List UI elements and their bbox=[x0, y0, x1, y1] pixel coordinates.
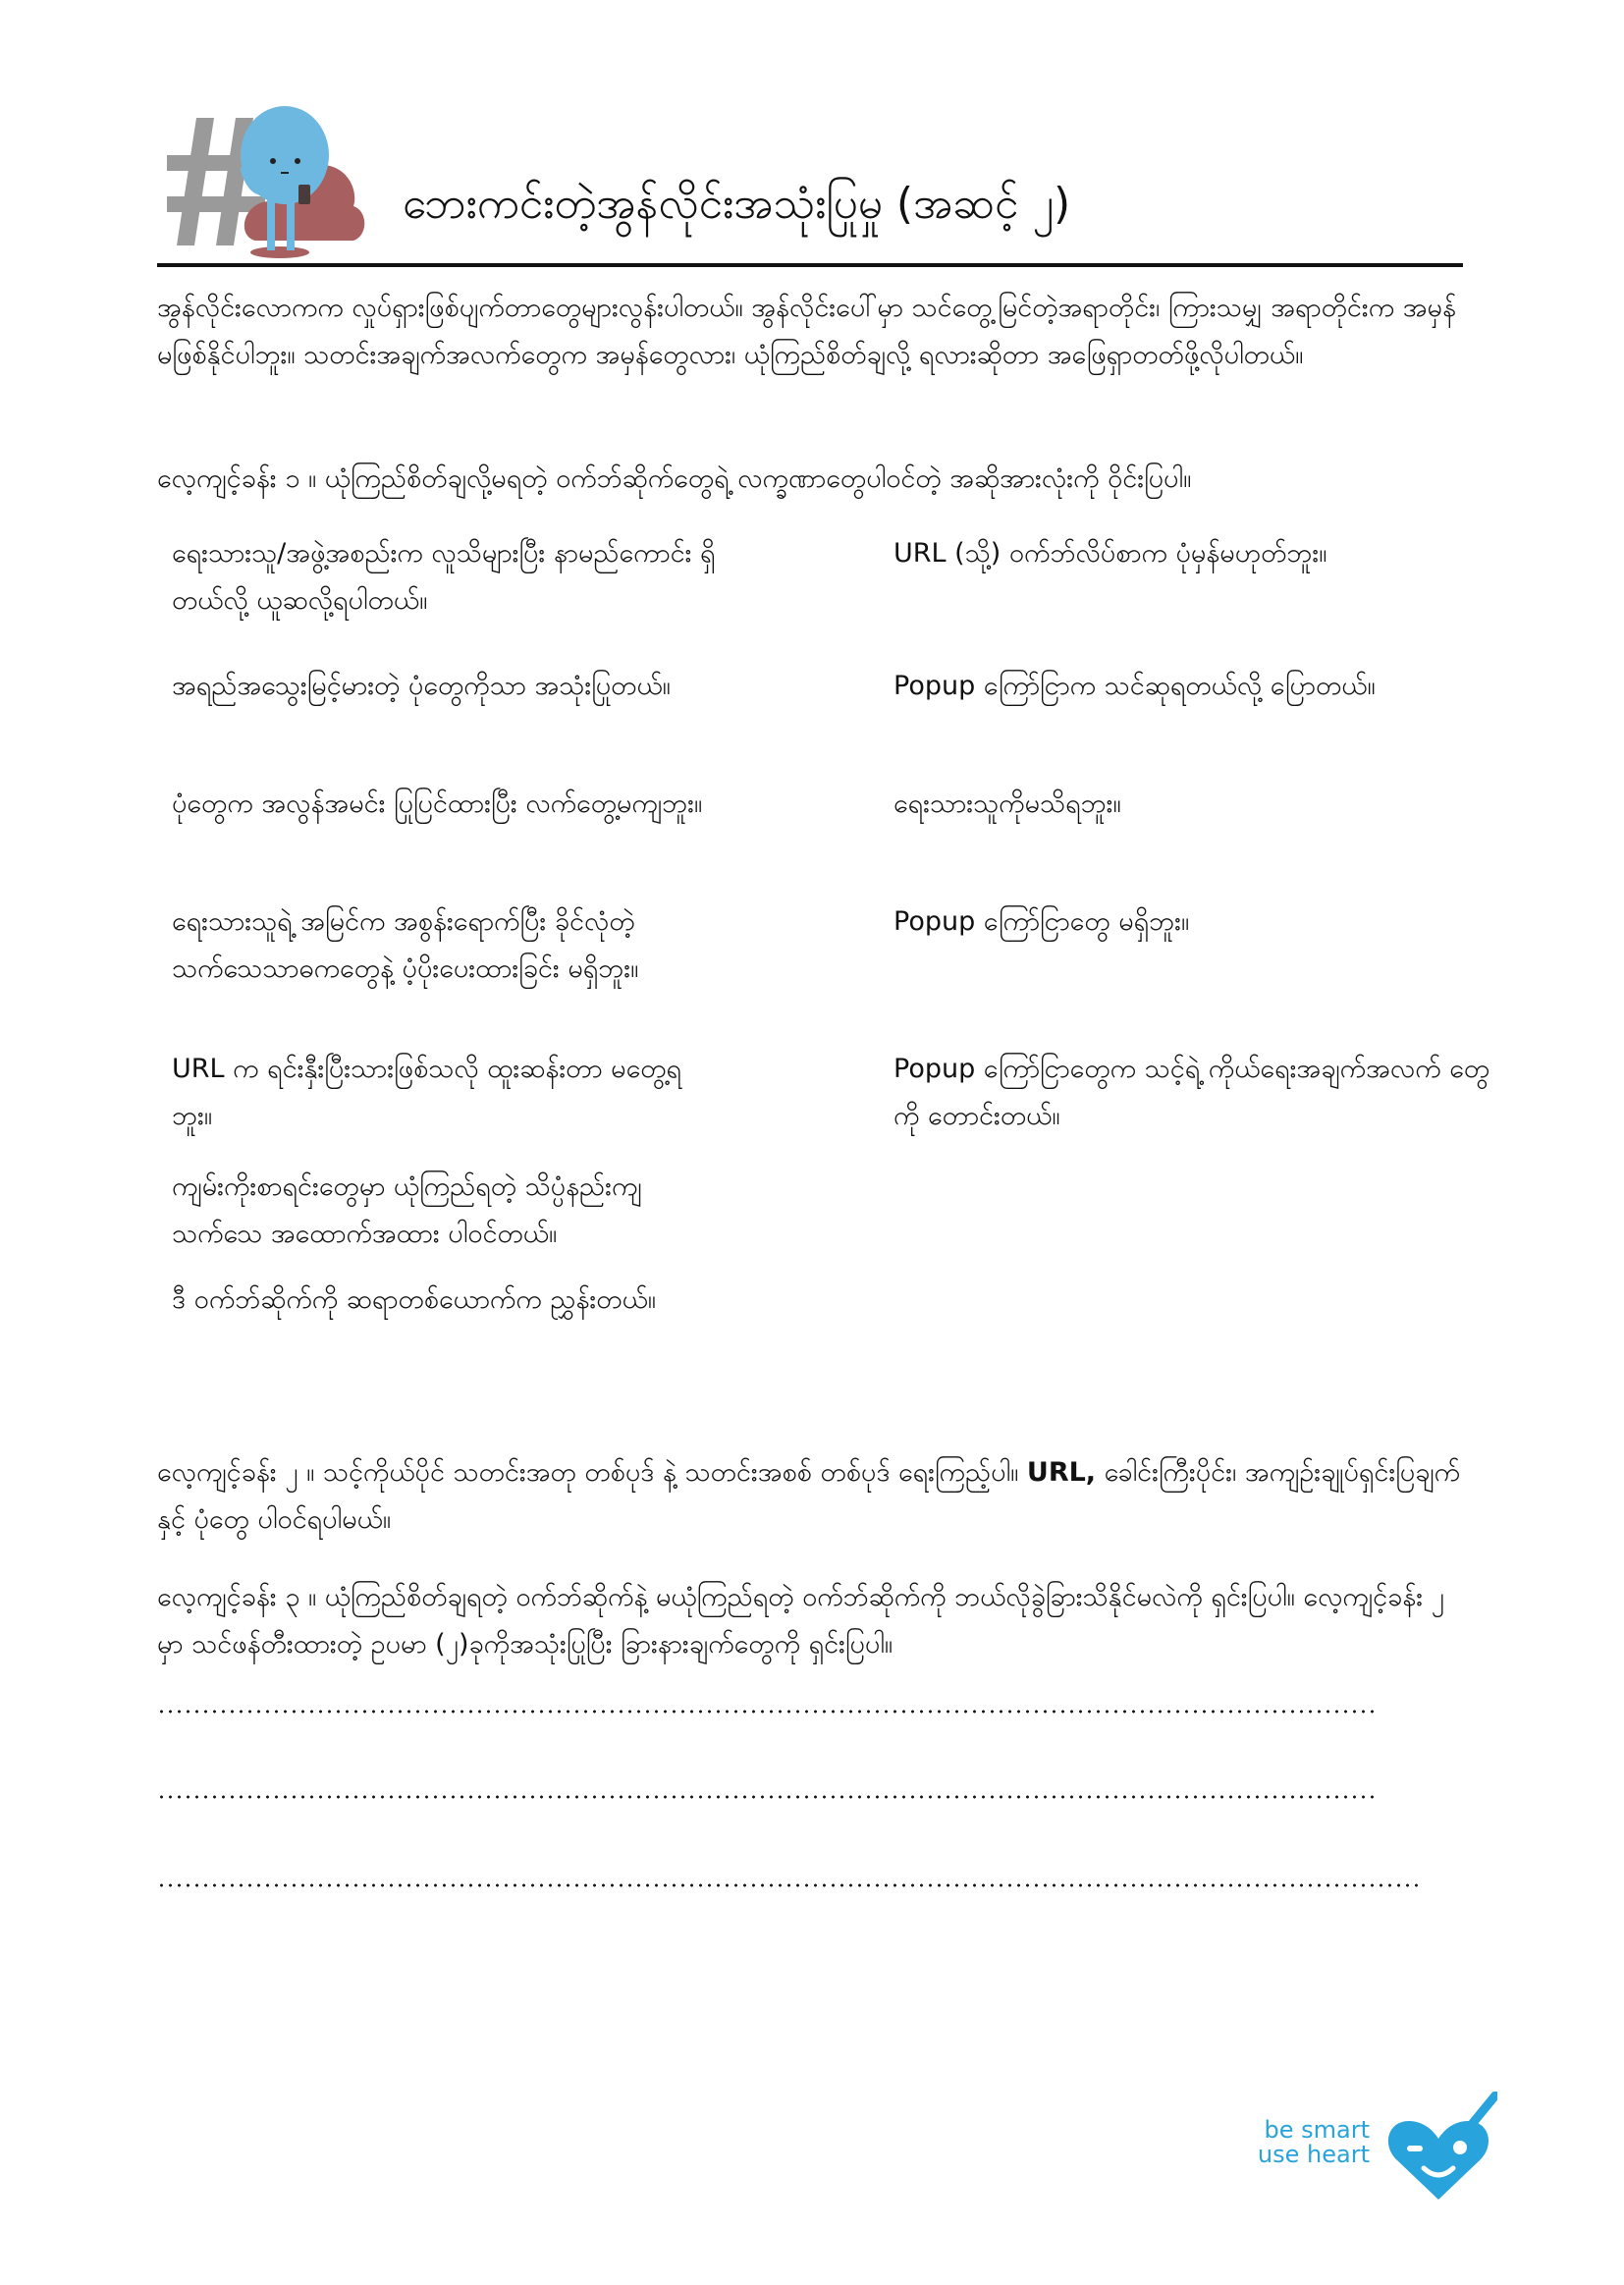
be-smart-use-heart-logo bbox=[1252, 2116, 1507, 2224]
title-divider bbox=[157, 263, 1463, 267]
option-item[interactable]: ဒီ ဝက်ဘ်ဆိုက်ကို ဆရာတစ်ယောက်က ညွှန်းတယ်။ bbox=[172, 1284, 656, 1315]
hashtag-character-illustration bbox=[157, 98, 383, 265]
option-item[interactable]: URL က ရင်းနှီးပြီးသားဖြစ်သလို ထူးဆန်းတာ မတွေ့ရဘူး။ bbox=[172, 1054, 682, 1131]
answer-line-3[interactable] bbox=[157, 1883, 1424, 1887]
exercise-1-instruction: လေ့ကျင့်ခန်း ၁ ။ ယုံကြည်စိတ်ချလို့မရတဲ့ ဝက်ဘ်ဆိုက်တွေရဲ့ လက္ခဏာတွေပါဝင်တဲ့ အဆိုအားလုံးကို ဝိုင်းပြပါ။ bbox=[157, 463, 1192, 494]
exercise-2-text-end: ခေါင်းကြီးပိုင်း၊ အကျဉ်းချုပ်ရှင်းပြချက် နှင့် ပုံတွေ ပါဝင်ရပါမယ်။ bbox=[157, 1457, 1461, 1535]
winking-heart-icon bbox=[1380, 2092, 1497, 2209]
answer-line-2[interactable] bbox=[157, 1795, 1375, 1799]
option-item[interactable]: Popup ကြော်ငြာတွေက သင့်ရဲ့ ကိုယ်ရေးအချက်အလက် တွေကို တောင်းတယ်။ bbox=[893, 1054, 1490, 1131]
option-item[interactable]: ရေးသားသူကိုမသိရဘူး။ bbox=[893, 789, 1121, 819]
option-item[interactable]: Popup ကြော်ငြာက သင်ဆုရတယ်လို့ ပြောတယ်။ bbox=[893, 671, 1376, 701]
exercise-3-instruction: လေ့ကျင့်ခန်း ၃ ။ ယုံကြည်စိတ်ချရတဲ့ ဝက်ဘ်ဆိုက်နဲ့ မယုံကြည်ရတဲ့ ဝက်ဘ်ဆိုက်ကို ဘယ်လိုခွဲခြားသိနိုင်မလဲကို ရှင်းပြပါ။ လေ့ကျင့်ခန်း ၂ မှာ သင်ဖန်တီးထားတဲ့ ဥပမာ (၂)ခုကိုအသုံးပြုပြီး ခြားနားချက်တွေကို ရှင်းပြပါ။ bbox=[157, 1582, 1444, 1659]
logo-text bbox=[1252, 2118, 1370, 2167]
intro-paragraph: အွန်လိုင်းလောကက လှုပ်ရှားဖြစ်ပျက်တာတွေများလွန်းပါတယ်။ အွန်လိုင်းပေါ်မှာ သင်တွေ့မြင်တဲ့အရာတိုင်း၊ ကြားသမျှ အရာတိုင်းက အမှန်မဖြစ်နိုင်ပါဘူး။ သတင်းအချက်အလက်တွေက အမှန်တွေလား၊ ယုံကြည်စိတ်ချလို့ ရလားဆိုတာ အဖြေရှာတတ်ဖို့လိုပါတယ်။ bbox=[157, 293, 1456, 370]
exercise-2-instruction bbox=[157, 1449, 1463, 1544]
exercise-2-text: လေ့ကျင့်ခန်း ၂ ။ သင့်ကိုယ်ပိုင် သတင်းအတု တစ်ပုဒ် နဲ့ သတင်းအစစ် တစ်ပုဒ် ရေးကြည့်ပါ။ bbox=[157, 1457, 1027, 1488]
exercise-2-bold-url: URL, bbox=[1026, 1457, 1097, 1488]
option-item[interactable]: ကျမ်းကိုးစာရင်းတွေမှာ ယုံကြည်ရတဲ့ သိပ္ပံနည်းကျ သက်သေ အထောက်အထား ပါဝင်တယ်။ bbox=[172, 1171, 642, 1249]
option-item[interactable]: အရည်အသွေးမြင့်မားတဲ့ ပုံတွေကိုသာ အသုံးပြုတယ်။ bbox=[172, 671, 671, 701]
option-item[interactable]: Popup ကြော်ငြာတွေ မရှိဘူး။ bbox=[893, 906, 1190, 937]
option-item[interactable]: ရေးသားသူ/အဖွဲ့အစည်းက လူသိများပြီး နာမည်ကောင်း ရှိတယ်လို့ ယူဆလို့ရပါတယ်။ bbox=[172, 538, 716, 616]
logo-line-2: use heart bbox=[1257, 2141, 1370, 2168]
option-item[interactable]: ပုံတွေက အလွန်အမင်း ပြုပြင်ထားပြီး လက်တွေ့မကျဘူး။ bbox=[172, 789, 703, 819]
option-item[interactable]: URL (သို့) ဝက်ဘ်လိပ်စာက ပုံမှန်မဟုတ်ဘူး။ bbox=[893, 538, 1327, 569]
logo-line-1: be smart bbox=[1264, 2116, 1370, 2144]
header bbox=[157, 98, 1463, 265]
page-title: ဘေးကင်းတဲ့အွန်လိုင်းအသုံးပြုမှု (အဆင့် ၂) bbox=[403, 179, 1071, 229]
answer-line-1[interactable] bbox=[157, 1710, 1375, 1714]
option-item[interactable]: ရေးသားသူရဲ့ အမြင်က အစွန်းရောက်ပြီး ခိုင်လုံတဲ့ သက်သေသာဓကတွေနဲ့ ပံ့ပိုးပေးထားခြင်း မရှိဘူး။ bbox=[172, 906, 639, 984]
